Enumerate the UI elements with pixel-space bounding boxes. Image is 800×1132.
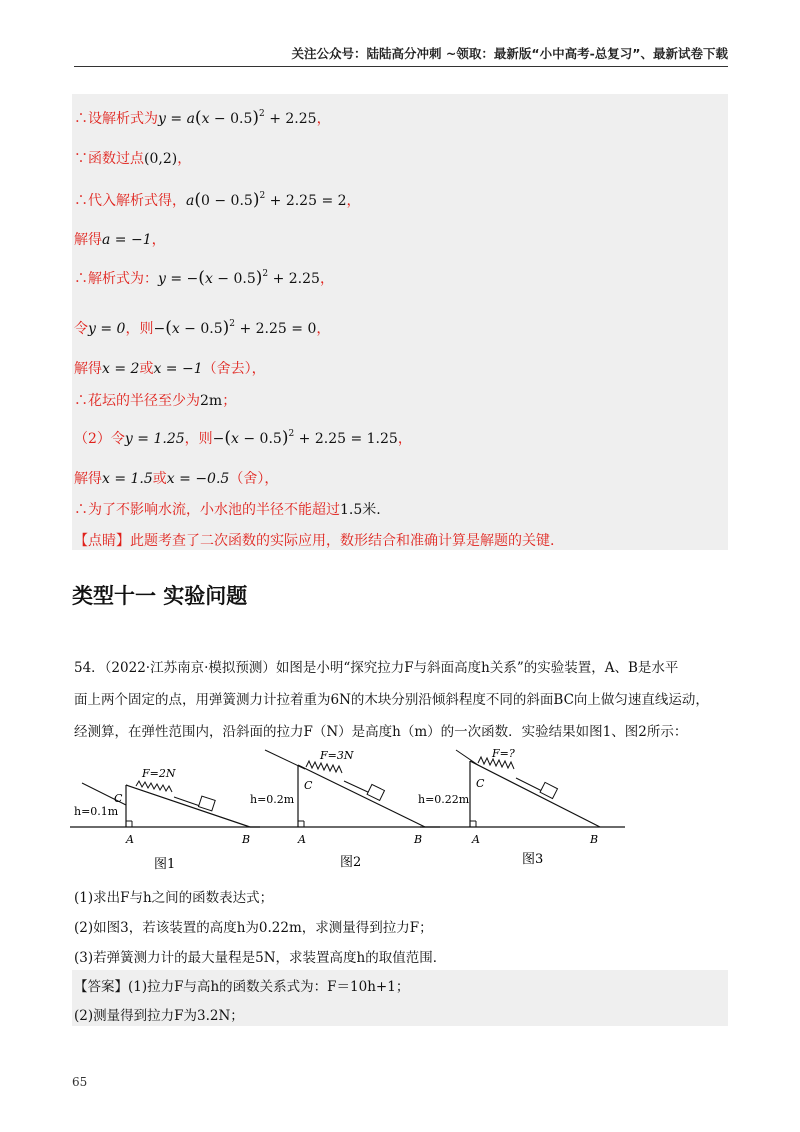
- figure-1-point-b: B: [242, 833, 251, 846]
- figure-1-point-a: A: [126, 833, 134, 846]
- figure-1-height: h=0.1m: [74, 805, 119, 818]
- figure-2-caption: 图2: [340, 855, 362, 870]
- solution-line-1: ∴设解析式为$y = a(x - 0.5)^2 + 2.25$，: [74, 108, 331, 128]
- section-title: 类型十一 实验问题: [72, 584, 248, 608]
- answer-line-1: 【答案】(1)拉力F与高h的函数关系式为：F＝10h+1；: [74, 979, 410, 995]
- figure-3-point-a: A: [472, 833, 480, 846]
- solution-key-point: 【点睛】此题考查了二次函数的实际应用，数形结合和准确计算是解题的关键.: [74, 533, 555, 549]
- question-line-1: 54．（2022·江苏南京·模拟预测）如图是小明“探究拉力F与斜面高度h关系”的实验装置，A、B是水平: [74, 660, 679, 676]
- figure-3-point-b: B: [590, 833, 599, 846]
- solution-line-2: ∵函数过点(0,2)，: [74, 151, 192, 167]
- page-header: 关注公众号：陆陆高分冲刺 ~领取：最新版“小中高考-总复习”、最新试卷下载: [74, 44, 728, 67]
- figure-2-point-a: A: [298, 833, 306, 846]
- figure-3-force: F=?: [492, 747, 515, 760]
- figure-3-caption: 图3: [522, 852, 544, 867]
- figure-2-height: h=0.2m: [250, 793, 295, 806]
- solution-line-9: （2）令y = 1.25，则$-(x - 0.5)^2 + 2.25 = 1.25$，: [74, 428, 412, 448]
- answer-line-2: (2)测量得到拉力F为3.2N；: [74, 1008, 244, 1024]
- question-sub-1: (1)求出F与h之间的函数表达式；: [74, 890, 274, 906]
- question-line-2: 面上两个固定的点，用弹簧测力计拉着重为6N的木块分别沿倾斜程度不同的斜面BC向上做匀速直线运动，: [74, 692, 709, 708]
- figure-1-force: F=2N: [142, 767, 176, 780]
- figure-1: [70, 767, 260, 872]
- question-sub-3: (3)若弹簧测力计的最大量程是5N，求装置高度h的取值范围．: [74, 950, 447, 966]
- figure-3-height: h=0.22m: [418, 793, 470, 806]
- figure-2-force: F=3N: [320, 749, 354, 762]
- figure-2-point-c: C: [304, 779, 313, 792]
- page-number: 65: [72, 1075, 88, 1089]
- solution-line-5: ∴解析式为：$y = -(x - 0.5)^2 + 2.25$，: [74, 268, 334, 288]
- figure-1-point-c: C: [114, 792, 123, 805]
- solution-line-11: ∴为了不影响水流，小水池的半径不能超过1.5米.: [74, 502, 381, 518]
- solution-line-4: 解得a = −1，: [74, 232, 166, 248]
- solution-line-3: ∴代入解析式得，$a(0 - 0.5)^2 + 2.25 = 2$，: [74, 190, 361, 210]
- figure-2-point-b: B: [414, 833, 423, 846]
- experiment-figures: [70, 745, 640, 877]
- figure-2: [250, 749, 440, 870]
- figure-1-caption: 图1: [154, 857, 176, 872]
- figure-3: [418, 747, 625, 867]
- figure-3-point-c: C: [476, 777, 485, 790]
- solution-line-7: 解得x = 2或x = −1（舍去），: [74, 361, 266, 377]
- question-line-3: 经测算，在弹性范围内，沿斜面的拉力F（N）是高度h（m）的一次函数．实验结果如图1、图2所示：: [74, 724, 688, 740]
- solution-line-6: 令y = 0，则$-(x - 0.5)^2 + 2.25 = 0$，: [74, 318, 331, 338]
- question-sub-2: (2)如图3，若该装置的高度h为0.22m，求测量得到拉力F；: [74, 920, 433, 936]
- solution-line-8: ∴花坛的半径至少为2m；: [74, 393, 237, 409]
- solution-line-10: 解得x = 1.5或x = −0.5（舍），: [74, 471, 279, 487]
